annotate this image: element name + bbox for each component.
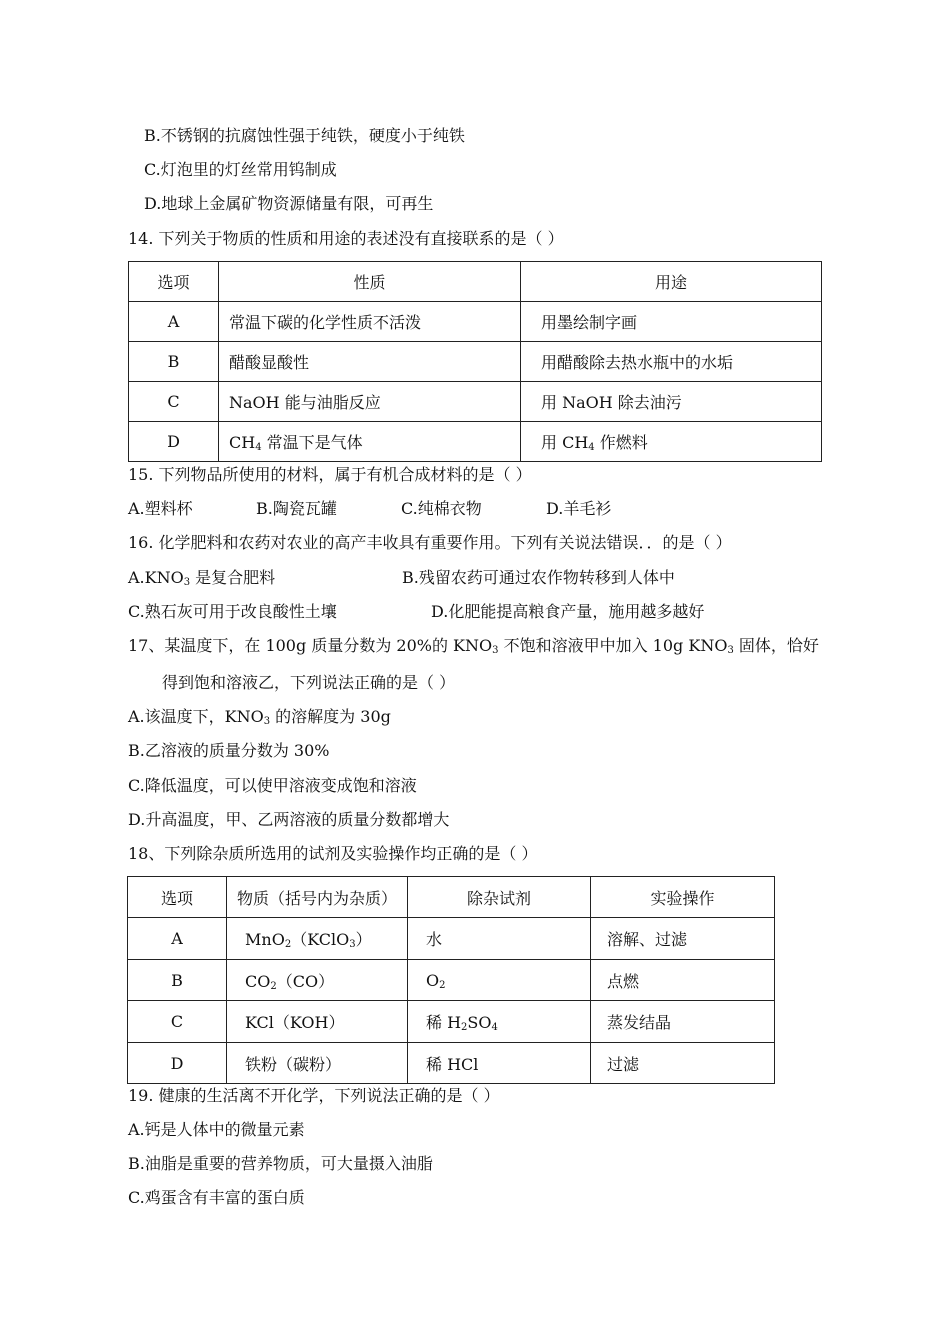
- q15-stem: 15. 下列物品所使用的材料，属于有机合成材料的是（ ）: [128, 465, 532, 484]
- header-cell: 物质（括号内为杂质）: [227, 877, 408, 918]
- table-row: [129, 302, 822, 342]
- formula-text: 稀 H: [426, 1013, 462, 1032]
- q13-option-b: B.不锈钢的抗腐蚀性强于纯铁，硬度小于纯铁: [144, 126, 465, 145]
- q16-stem: 16. 化学肥料和农药对农业的高产丰收具有重要作用。下列有关说法错误．．的是（ ）: [128, 533, 732, 552]
- option-cell: C: [129, 382, 219, 422]
- q17-stem: [128, 636, 819, 656]
- reagent-cell: [408, 960, 591, 1001]
- option-cell: A: [129, 302, 219, 342]
- q19-option-b: B.油脂是重要的营养物质，可大量摄入油脂: [128, 1154, 433, 1173]
- q19-option-c: C.鸡蛋含有丰富的蛋白质: [128, 1188, 305, 1207]
- q14-stem: 14. 下列关于物质的性质和用途的表述没有直接联系的是（ ）: [128, 229, 564, 248]
- q16-option-b: B.残留农药可通过农作物转移到人体中: [402, 568, 675, 587]
- formula-text: （KClO: [291, 930, 350, 949]
- subscript: 3: [263, 716, 271, 727]
- q14-table: [128, 261, 822, 462]
- subscript: 2: [284, 939, 292, 950]
- property-cell: 醋酸显酸性: [219, 342, 521, 382]
- substance-cell: [227, 918, 408, 960]
- option-cell: C: [128, 1001, 227, 1043]
- q17-stem-line2: 得到饱和溶液乙，下列说法正确的是（ ）: [162, 673, 456, 692]
- table-row: [129, 342, 822, 382]
- substance-cell: 铁粉（碳粉）: [227, 1043, 408, 1084]
- formula-text: SO: [467, 1013, 492, 1032]
- header-cell: 用途: [521, 262, 822, 302]
- q16-option-d: D.化肥能提高粮食产量，施用越多越好: [431, 602, 705, 621]
- subscript: 4: [588, 442, 595, 453]
- q17-option-d: D.升高温度，甲、乙两溶液的质量分数都增大: [128, 810, 450, 829]
- q19-option-a: A.钙是人体中的微量元素: [128, 1120, 305, 1139]
- option-cell: B: [129, 342, 219, 382]
- q16-option-a: [128, 568, 275, 588]
- q13-option-d: D.地球上金属矿物资源储量有限，可再生: [144, 194, 434, 213]
- option-cell: B: [128, 960, 227, 1001]
- stem-text: 17、某温度下，在 100g 质量分数为 20%的 KNO: [128, 636, 493, 655]
- table-header-row: [129, 262, 822, 302]
- subscript: 3: [349, 939, 356, 950]
- formula-text: MnO: [245, 930, 285, 949]
- header-cell: 性质: [219, 262, 521, 302]
- q18-table: [127, 876, 775, 1084]
- table-row: [128, 1043, 775, 1084]
- substance-cell: [227, 960, 408, 1001]
- q15-option-d: D.羊毛衫: [546, 499, 612, 518]
- subscript: 3: [183, 577, 191, 588]
- use-text: 用 CH: [541, 433, 589, 452]
- table-row: [128, 1001, 775, 1043]
- property-cell: [219, 422, 521, 462]
- table-row: [128, 918, 775, 960]
- header-cell: 实验操作: [591, 877, 775, 918]
- reagent-cell: 水: [408, 918, 591, 960]
- q19-stem: 19. 健康的生活离不开化学，下列说法正确的是（ ）: [128, 1086, 500, 1105]
- property-cell: NaOH 能与油脂反应: [219, 382, 521, 422]
- formula-text: ）: [355, 930, 372, 949]
- q17-option-a: [128, 707, 391, 727]
- q16-option-c: C.熟石灰可用于改良酸性土壤: [128, 602, 337, 621]
- use-cell: 用 NaOH 除去油污: [521, 382, 822, 422]
- formula-text: CO: [245, 971, 271, 991]
- property-text: 常温下是气体: [261, 433, 363, 452]
- subscript: 3: [727, 645, 734, 656]
- option-text: A.KNO: [128, 568, 184, 587]
- operation-cell: 溶解、过滤: [591, 918, 775, 960]
- formula-text: （CO）: [276, 971, 335, 991]
- q13-option-c: C.灯泡里的灯丝常用钨制成: [144, 160, 337, 179]
- header-cell: 除杂试剂: [408, 877, 591, 918]
- reagent-cell: [408, 1001, 591, 1043]
- use-text: 作燃料: [594, 433, 648, 452]
- q15-option-b: B.陶瓷瓦罐: [256, 499, 337, 518]
- property-cell: 常温下碳的化学性质不活泼: [219, 302, 521, 342]
- table-row: [129, 422, 822, 462]
- formula-text: O: [426, 970, 440, 990]
- q15-option-c: C.纯棉衣物: [401, 499, 482, 518]
- operation-cell: 蒸发结晶: [591, 1001, 775, 1043]
- option-text: A.该温度下，KNO: [128, 707, 264, 726]
- subscript: 2: [439, 979, 446, 991]
- option-cell: D: [128, 1043, 227, 1084]
- subscript: 2: [270, 980, 277, 992]
- option-cell: A: [128, 918, 227, 960]
- use-cell: 用醋酸除去热水瓶中的水垢: [521, 342, 822, 382]
- formula-text: CH: [229, 433, 256, 452]
- subscript: 2: [461, 1022, 468, 1033]
- use-cell: [521, 422, 822, 462]
- subscript: 4: [491, 1022, 498, 1033]
- subscript: 3: [492, 645, 499, 656]
- header-cell: 选项: [128, 877, 227, 918]
- option-text: 的溶解度为 30g: [270, 707, 391, 726]
- use-cell: 用墨绘制字画: [521, 302, 822, 342]
- option-cell: D: [129, 422, 219, 462]
- substance-cell: KCl（KOH）: [227, 1001, 408, 1043]
- operation-cell: 点燃: [591, 960, 775, 1001]
- stem-text: 不饱和溶液甲中加入 10g KNO: [498, 636, 728, 655]
- header-cell: 选项: [129, 262, 219, 302]
- q18-stem: 18、下列除杂质所选用的试剂及实验操作均正确的是（ ）: [128, 844, 538, 863]
- q17-option-c: C.降低温度，可以使甲溶液变成饱和溶液: [128, 776, 417, 795]
- reagent-cell: 稀 HCl: [408, 1043, 591, 1084]
- q17-option-b: B.乙溶液的质量分数为 30%: [128, 741, 330, 760]
- option-text: 是复合肥料: [190, 568, 276, 587]
- table-row: [129, 382, 822, 422]
- table-header-row: [128, 877, 775, 918]
- table-row: [128, 960, 775, 1001]
- operation-cell: 过滤: [591, 1043, 775, 1084]
- subscript: 4: [255, 442, 262, 453]
- q15-option-a: A.塑料杯: [128, 499, 193, 518]
- stem-text: 固体，恰好: [733, 636, 819, 655]
